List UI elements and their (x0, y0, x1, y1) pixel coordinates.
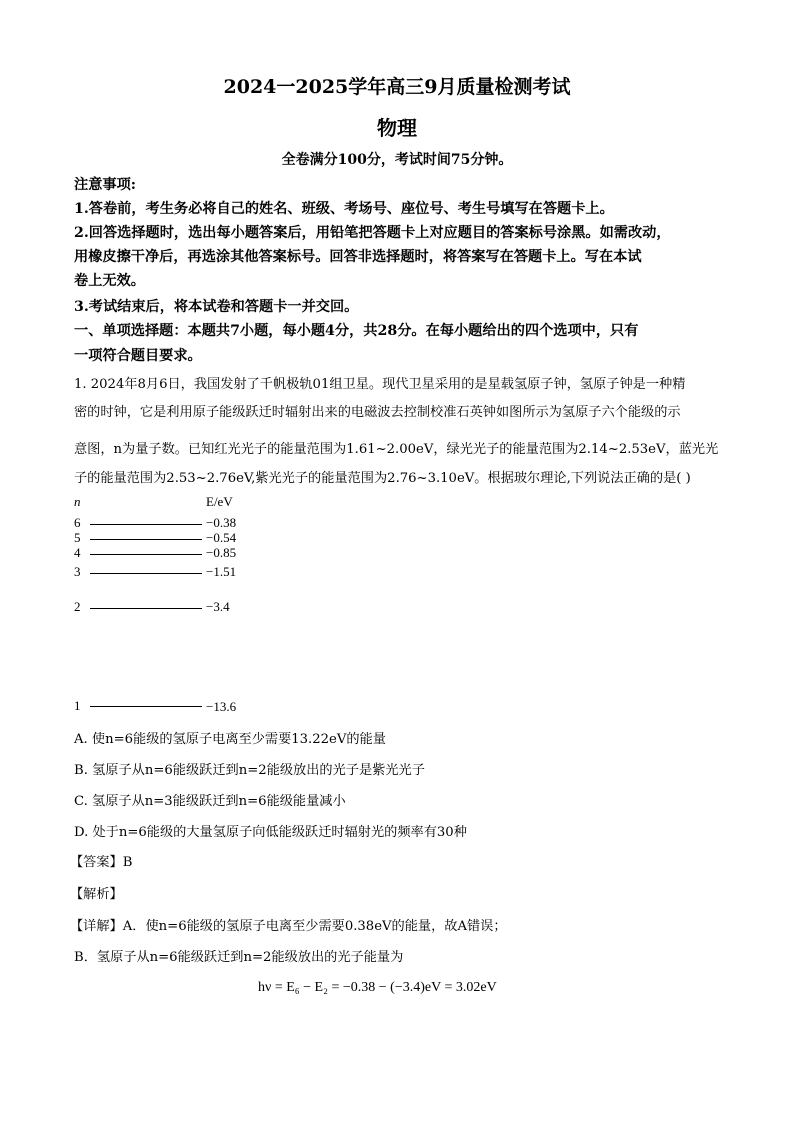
question-text: 密的时钟，它是利用原子能级跃迁时辐射出来的电磁波去控制校准石英钟如图所示为氢原子六个能级的示 (74, 405, 681, 420)
question-text: 子的能量范围为2.53~2.76eV,紫光光子的能量范围为2.76~3.10eV。根据玻尔理论,下列说法正确的是( ) (74, 471, 691, 486)
energy-formula: hν = E₆ − E₂ = −0.38 − (−3.4)eV = 3.02eV (258, 980, 497, 995)
notes-heading: 注意事项: (74, 177, 136, 193)
level-energy-value: −0.38 (206, 515, 237, 530)
note-line: 1.答卷前，考生务必将自己的姓名、班级、考场号、座位号、考生号填写在答题卡上。 (74, 201, 614, 217)
section-heading: 一、单项选择题：本题共7小题，每小题4分，共28分。在每小题给出的四个选项中，只有 (74, 323, 639, 339)
energy-level-line (90, 539, 202, 540)
level-n-label: 6 (74, 515, 81, 530)
energy-axis-label: E/eV (206, 494, 233, 509)
option-c: C. 氢原子从n=3能级跃迁到n=6能级能量减小 (74, 794, 346, 809)
energy-level-line (90, 524, 202, 525)
detail-line: B．氢原子从n=6能级跃迁到n=2能级放出的光子能量为 (74, 950, 404, 965)
option-b: B. 氢原子从n=6能级跃迁到n=2能级放出的光子是紫光光子 (74, 763, 425, 778)
level-energy-value: −0.54 (206, 530, 237, 545)
section-heading-cont: 一项符合题目要求。 (74, 348, 202, 364)
subject-title: 物理 (377, 116, 417, 140)
option-a: A. 使n=6能级的氢原子电离至少需要13.22eV的能量 (74, 732, 386, 747)
detail-line: 【详解】A．使n=6能级的氢原子电离至少需要0.38eV的能量，故A错误； (70, 919, 507, 934)
answer-line: 【答案】B (70, 855, 133, 870)
question-text: 意图，n为量子数。已知红光光子的能量范围为1.61~2.00eV，绿光光子的能量范围为2.14~2.53eV，蓝光光 (74, 442, 719, 457)
level-energy-value: −3.4 (206, 599, 230, 614)
level-energy-value: −13.6 (206, 699, 237, 714)
note-line: 3.考试结束后，将本试卷和答题卡一并交回。 (74, 299, 359, 315)
energy-level-line (90, 706, 202, 707)
level-energy-value: −0.85 (206, 545, 237, 560)
level-n-label: 2 (74, 599, 81, 614)
option-d: D. 处于n=6能级的大量氢原子向低能级跃迁时辐射光的频率有30种 (74, 825, 467, 840)
note-line: 2.回答选择题时，选出每小题答案后，用铅笔把答题卡上对应题目的答案标号涂黑。如需改动， (74, 225, 671, 241)
energy-level-line (90, 554, 202, 555)
note-line: 用橡皮擦干净后，再选涂其他答案标号。回答非选择题时，将答案写在答题卡上。写在本试 (74, 249, 642, 265)
level-n-label: 1 (74, 698, 81, 713)
exam-title: 2024一2025学年高三9月质量检测考试 (223, 76, 571, 98)
level-energy-value: −1.51 (206, 564, 237, 579)
question-text: 1. 2024年8月6日，我国发射了千帆极轨01组卫星。现代卫星采用的是星载氢原子钟，氢原子钟是一种精 (74, 377, 686, 392)
n-axis-label: n (74, 494, 81, 509)
full-mark-info: 全卷满分100分，考试时间75分钟。 (281, 152, 513, 168)
level-n-label: 3 (74, 564, 81, 579)
level-n-label: 4 (74, 545, 81, 560)
note-line: 卷上无效。 (74, 273, 145, 289)
energy-level-line (90, 573, 202, 574)
energy-level-line (90, 608, 202, 609)
level-n-label: 5 (74, 530, 81, 545)
analysis-heading: 【解析】 (70, 887, 123, 902)
